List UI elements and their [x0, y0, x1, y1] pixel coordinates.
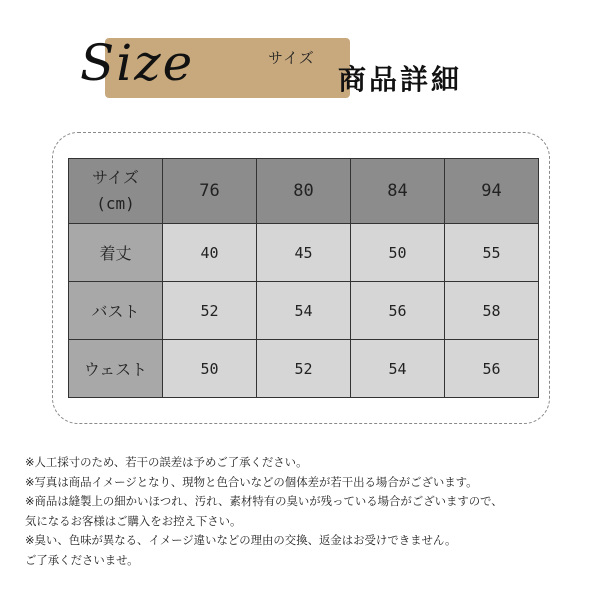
note-line: ※商品は縫製上の細かいほつれ、汚れ、素材特有の臭いが残っている場合がございますので、	[25, 494, 503, 509]
size-logo-word: Size	[80, 34, 195, 92]
table-row	[69, 282, 539, 340]
row-label-length: 着丈	[69, 224, 163, 282]
table-cell: 52	[163, 282, 257, 340]
size-column-header: 80	[257, 159, 351, 224]
corner-label-unit: (cm)	[96, 194, 135, 213]
corner-label-size: サイズ	[92, 168, 139, 188]
table-cell: 54	[351, 340, 445, 398]
table-row	[69, 224, 539, 282]
table-cell: 40	[163, 224, 257, 282]
table-cell: 50	[163, 340, 257, 398]
size-column-header: 84	[351, 159, 445, 224]
table-cell: 50	[351, 224, 445, 282]
table-cell: 55	[445, 224, 539, 282]
size-column-header: 94	[445, 159, 539, 224]
table-cell: 45	[257, 224, 351, 282]
note-line: 気になるお客様はご購入をお控え下さい。	[25, 513, 242, 528]
note-line: ※人工採寸のため、若干の誤差は予めご了承ください。	[25, 455, 308, 469]
note-line: ご了承くださいませ。	[25, 552, 139, 567]
table-row	[69, 340, 539, 398]
table-cell: 56	[445, 340, 539, 398]
size-kana-label: サイズ	[268, 49, 315, 67]
notes-block	[25, 453, 585, 571]
table-corner-cell	[69, 159, 163, 224]
table-cell: 56	[351, 282, 445, 340]
row-label-bust: バスト	[69, 282, 163, 340]
table-cell: 52	[257, 340, 351, 398]
page-title: 商品詳細	[338, 63, 463, 96]
note-line: ※写真は商品イメージとなり、現物と色合いなどの個体差が若干出る場合がございます。	[25, 474, 478, 489]
size-table	[68, 158, 539, 398]
note-line: ※臭い、色味が異なる、イメージ違いなどの理由の交換、返金はお受けできません。	[25, 533, 457, 548]
table-cell: 58	[445, 282, 539, 340]
size-column-header: 76	[163, 159, 257, 224]
table-header-row	[69, 159, 539, 224]
table-cell: 54	[257, 282, 351, 340]
header	[0, 0, 600, 120]
row-label-waist: ウェスト	[69, 340, 163, 398]
